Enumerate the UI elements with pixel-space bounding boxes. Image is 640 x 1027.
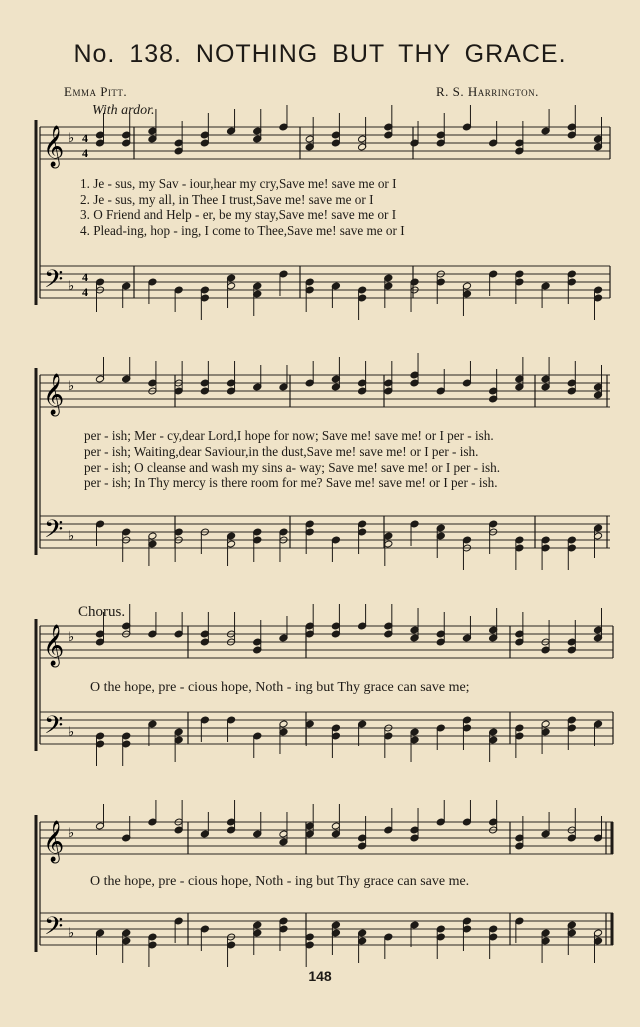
treble-clef-icon: 𝄞 bbox=[43, 625, 65, 666]
lyricist-credit: Emma Pitt. bbox=[64, 84, 128, 99]
bass-clef-icon: 𝄢 bbox=[44, 515, 64, 550]
verse-3-line-2: per - ish; O cleanse and wash my sins a- way; Save me! save me! or I per - ish. bbox=[84, 460, 501, 475]
verse-4-line-1: 4. Plead-ing, hop - ing, I come to Thee,Save me! save me or I bbox=[80, 223, 405, 238]
flat-icon: ♭ bbox=[68, 825, 75, 840]
tempo-marking: With ardor. bbox=[92, 103, 155, 118]
verse-4-line-2: per - ish; In Thy mercy is there room for me? Save me! save me! or I per - ish. bbox=[84, 475, 498, 490]
bass-staff-1 bbox=[40, 266, 610, 298]
flat-icon: ♭ bbox=[68, 724, 75, 739]
chorus-line-2: O the hope, pre - cious hope, Noth - ing but Thy grace can save me. bbox=[90, 874, 470, 889]
bass-clef-icon: 𝄢 bbox=[44, 265, 64, 300]
time-sig-icon: 4 bbox=[82, 270, 88, 284]
verse-3-line-1: 3. O Friend and Help - er, be my stay,Save me! save me or I bbox=[80, 207, 397, 222]
treble-clef-icon: 𝄞 bbox=[43, 374, 65, 415]
verse-2-line-2: per - ish; Waiting,dear Saviour,in the dust,Save me! save me! or I per - ish. bbox=[84, 444, 479, 459]
treble-clef-icon: 𝄞 bbox=[43, 821, 65, 862]
hymn-title: No. 138. NOTHING BUT THY GRACE. bbox=[73, 40, 567, 68]
time-sig-icon: 4 bbox=[82, 285, 88, 299]
chorus-label: Chorus. bbox=[78, 604, 126, 620]
flat-icon: ♭ bbox=[68, 925, 75, 940]
flat-icon: ♭ bbox=[68, 378, 75, 393]
chorus-line-1: O the hope, pre - cious hope, Noth - ing but Thy grace can save me; bbox=[90, 680, 470, 695]
bass-clef-icon: 𝄢 bbox=[44, 711, 64, 746]
verse-1-line-1: 1. Je - sus, my Sav - iour,hear my cry,Save me! save me or I bbox=[80, 176, 397, 191]
bass-clef-icon: 𝄢 bbox=[44, 912, 64, 947]
flat-icon: ♭ bbox=[68, 130, 75, 145]
verse-2-line-1: 2. Je - sus, my all, in Thee I trust,Save me! save me or I bbox=[80, 192, 374, 207]
treble-clef-icon: 𝄞 bbox=[43, 126, 65, 167]
composer-credit: R. S. Harrington. bbox=[436, 84, 539, 99]
page-number: 148 bbox=[308, 968, 332, 984]
verse-1-line-2: per - ish; Mer - cy,dear Lord,I hope for now; Save me! save me! or I per - ish. bbox=[84, 428, 494, 443]
time-sig-icon: 4 bbox=[82, 131, 88, 145]
flat-icon: ♭ bbox=[68, 528, 75, 543]
flat-icon: ♭ bbox=[68, 278, 75, 293]
flat-icon: ♭ bbox=[68, 629, 75, 644]
time-sig-icon: 4 bbox=[82, 146, 88, 160]
